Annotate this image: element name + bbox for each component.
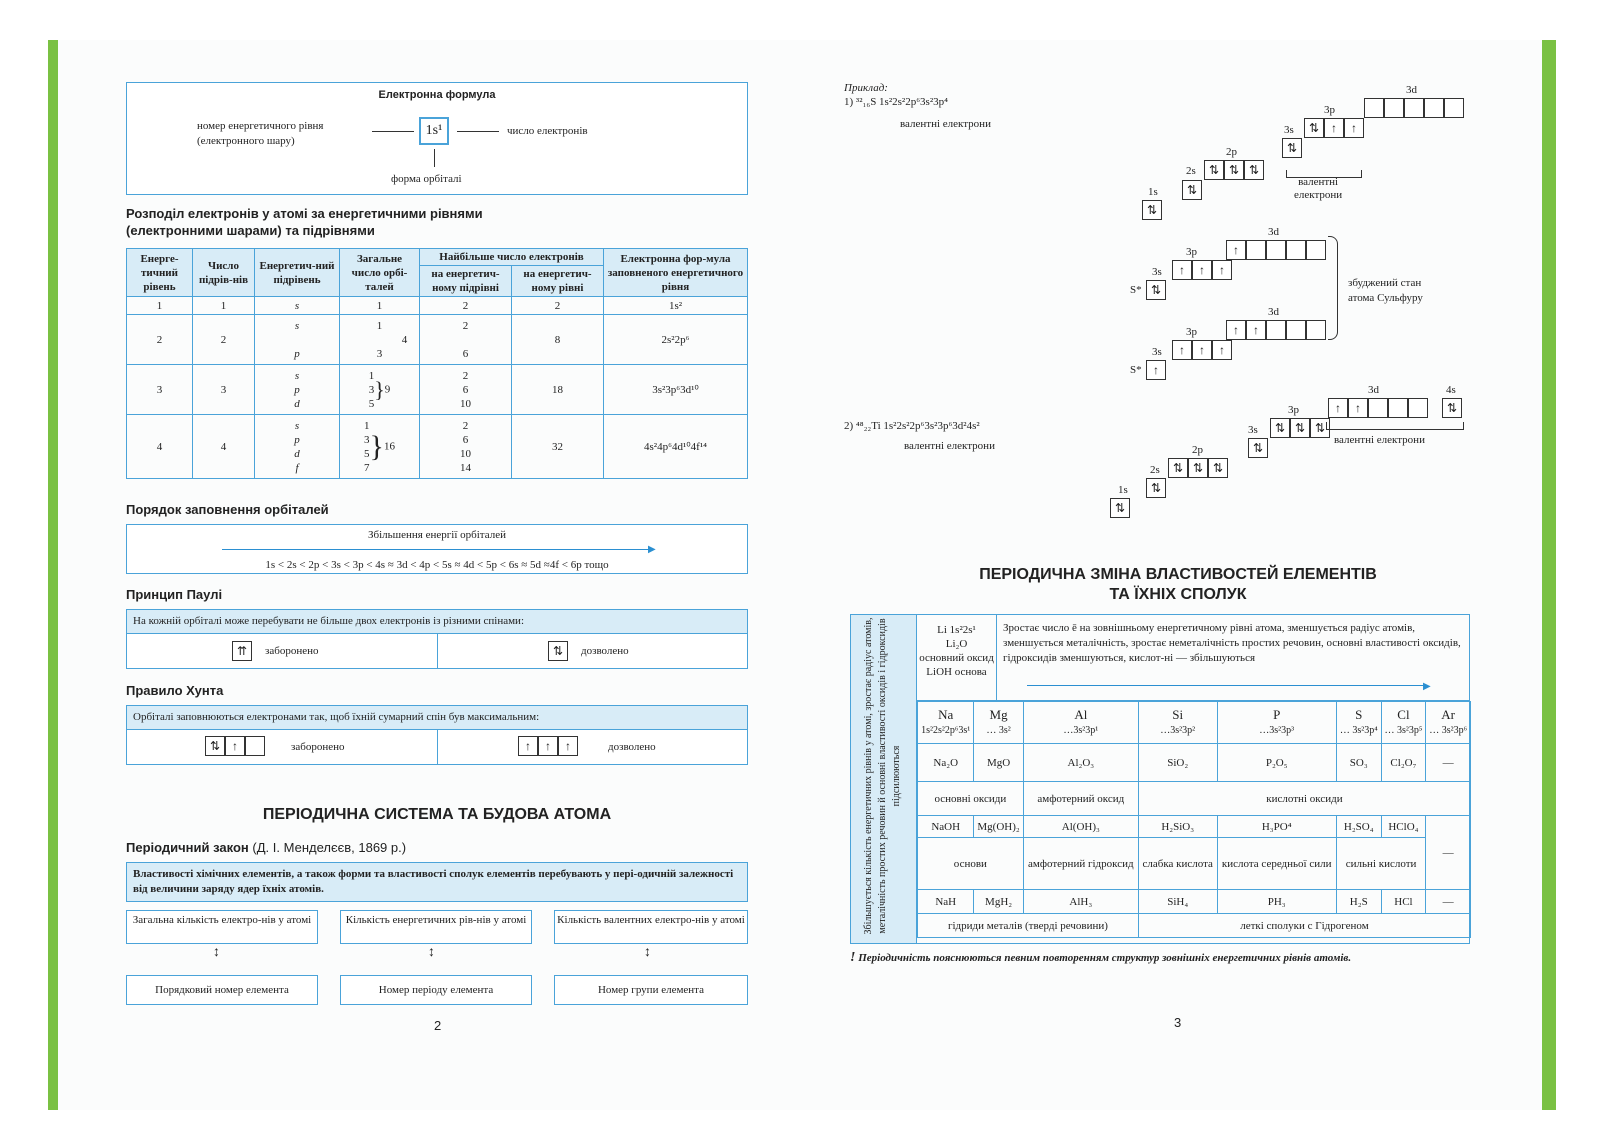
- right-page: [808, 40, 1556, 1110]
- col-header: на енергетич-ному підрівні: [420, 266, 512, 297]
- orbital-3d: ↑: [1226, 240, 1326, 260]
- level-label: 3d: [1368, 384, 1379, 396]
- info-box: Кількість енергетичних рів-нів у атомі: [340, 910, 532, 944]
- brace: [1326, 422, 1464, 430]
- order-head: Збільшення енергії орбіталей: [368, 529, 506, 541]
- note: ! Періодичність пояснюються певним повторенням структур зовнішніх енергетичних рівнів атомів.: [850, 950, 1352, 965]
- allowed-label: дозволено: [608, 741, 656, 753]
- page-number: 2: [434, 1018, 442, 1033]
- law-heading: Періодичний закон (Д. І. Менделєєв, 1869 р.): [126, 840, 407, 855]
- arrow-line: [457, 131, 499, 132]
- pauli-allowed-cell: [437, 633, 748, 669]
- table-row: NaOH Mg(OH)₂ Al(OH)₃ H₂SiO₃ H₃PO⁴ H₂SO₄ HClO₄ —: [918, 816, 1471, 838]
- element-grid: [917, 701, 1471, 938]
- table-row: основні оксиди амфотерний оксид кислотні оксиди: [918, 782, 1471, 816]
- level-label: 3s: [1152, 266, 1162, 278]
- table-row: 1 1 s 1 2 2 1s²: [127, 297, 748, 315]
- table-row: 4 4 s p d f 1 3 5 7}16 2 6 10 14 32 4s²4p⁶4d¹⁰4f¹⁴: [127, 415, 748, 479]
- order-box: [126, 524, 748, 574]
- side-column: [851, 615, 917, 943]
- trend-table: [850, 614, 1470, 944]
- table-row: 3 3 s p d 1 3 5}9 2 6 10 18 3s²3p⁶3d¹⁰: [127, 365, 748, 415]
- level-label: 1s: [1148, 186, 1158, 198]
- col-header: Найбільше число електронів: [420, 249, 604, 266]
- hund-title: Правило Хунта: [126, 683, 224, 698]
- col-header: Енерге-тичний рівень: [127, 249, 193, 297]
- level-label: 3d: [1268, 306, 1279, 318]
- level-label: 3d: [1406, 84, 1417, 96]
- orbital-3s: ↑: [1146, 360, 1166, 380]
- example-2: 2) ⁴⁸₂₂Ti 1s²2s²2p⁶3s²3p⁶3d²4s²: [844, 420, 980, 432]
- orbital-3s: ⇅: [1282, 138, 1302, 158]
- col-header: Загальне число орбі-талей: [340, 249, 420, 297]
- pauli-text: На кожній орбіталі може перебувати не більше двох електронів із різними спінами:: [126, 609, 748, 634]
- level-label: 4s: [1446, 384, 1456, 396]
- orbital-3p: ↑ ↑ ↑: [1172, 340, 1232, 360]
- side-text: Збільшується кількість енергетичних рівнів у атомі, зростає радіус атомів, металічність простих речовин й основні властивості оксидів і гідроксидів підсилюються: [863, 617, 902, 935]
- orbital-3s: ⇅: [1146, 280, 1166, 300]
- level-label: 3d: [1268, 226, 1279, 238]
- orbital-1s: ⇅: [1142, 200, 1162, 220]
- info-box: Порядковий номер елемента: [126, 975, 318, 1005]
- forbidden-label: заборонено: [291, 741, 345, 753]
- count-label: число електронів: [507, 125, 588, 137]
- valence-label: валентні електрони: [904, 440, 995, 452]
- law-text: Властивості хімічних елементів, а також форми та властивості сполук елементів перебувають у пері-одичній залежності від величини заряду ядер їхніх атомів.: [126, 862, 748, 902]
- section-title: ПЕРІОДИЧНА СИСТЕМА ТА БУДОВА АТОМА: [262, 806, 612, 823]
- energy-arrow: [222, 549, 652, 550]
- info-box: Номер періоду елемента: [340, 975, 532, 1005]
- table-row: Na 1s²2s²2p⁶3s¹ Mg … 3s² Al …3s²3p¹ Si …3s²3p² P …3s²3p³ S … 3s²3p⁴ Cl … 3s²3p⁵ Ar … 3s²3p⁶: [918, 702, 1471, 744]
- formula-title: Електронна формула: [378, 89, 496, 101]
- orbital-3d: ↑ ↑: [1328, 398, 1428, 418]
- allowed-label: дозволено: [581, 645, 629, 657]
- arrow-head-icon: ▶: [648, 544, 656, 555]
- hund-allowed-cell: [437, 729, 748, 765]
- orbital-3p: ↑ ↑ ↑: [1172, 260, 1232, 280]
- hund-text: Орбіталі заповнюються електронами так, щоб їхній сумарний спін був максимальним:: [126, 705, 748, 730]
- info-box: Загальна кількість електро-нів у атомі: [126, 910, 318, 944]
- distribution-title: Розподіл електронів у атомі за енергетичними рівнями (електронними шарами) та підрівнями: [126, 206, 483, 238]
- orbital-group: ↑ ↑ ↑: [518, 736, 578, 756]
- excited-symbol: S*: [1130, 284, 1142, 296]
- forbidden-label: заборонено: [265, 645, 319, 657]
- double-arrow-icon: ↕: [428, 945, 435, 960]
- table-row: Na₂O MgO Al₂O₃ SiO₂ P₂O₅ SO₃ Cl₂O₇ —: [918, 744, 1471, 782]
- arrow-head-icon: ▶: [1423, 681, 1431, 692]
- level-label: 3p: [1324, 104, 1335, 116]
- orbital-box: ⇅: [548, 641, 568, 661]
- col-header: Число підрів-нів: [193, 249, 255, 297]
- level-label: 3s: [1152, 346, 1162, 358]
- distribution-table: [126, 248, 748, 479]
- orbital-3p: ⇅ ↑ ↑: [1304, 118, 1364, 138]
- left-page: [48, 40, 808, 1110]
- info-box: Кількість валентних електро-нів у атомі: [554, 910, 748, 944]
- table-row: основи амфотерний гідроксид слабка кислота кислота середньої сили сильні кислоти: [918, 838, 1471, 890]
- trend-text: Зростає число ē на зовнішньому енергетичному рівні атома, зменшується радіус атомів, зменшується металічність, зростає неметалічність простих речовин, основні властивості оксидів, гідроксидів зменшуються, кислот-ні — збільшуються: [1003, 622, 1461, 664]
- level-label: 3p: [1186, 246, 1197, 258]
- table-row: гідриди металів (тверді речовини) леткі сполуки с Гідрогеном: [918, 914, 1471, 938]
- col-header: Енергетич-ний підрівень: [255, 249, 340, 297]
- orbital-symbol: 1s¹: [419, 117, 449, 145]
- orbital-2p: ⇅ ⇅ ⇅: [1168, 458, 1228, 478]
- col-header: на енергетич-ному рівні: [512, 266, 604, 297]
- pauli-forbidden-cell: [126, 633, 438, 669]
- level-label: 2p: [1226, 146, 1237, 158]
- col-header: Електронна фор-мула заповненого енергетичного рівня: [604, 249, 748, 297]
- double-arrow-icon: ↕: [644, 945, 651, 960]
- double-arrow-icon: ↕: [213, 945, 220, 960]
- example-label: Приклад:: [844, 82, 888, 94]
- orbital-2s: ⇅: [1146, 478, 1166, 498]
- section-title: ПЕРІОДИЧНА ЗМІНА ВЛАСТИВОСТЕЙ ЕЛЕМЕНТІВ ТА ЇХНІХ СПОЛУК: [979, 566, 1377, 603]
- pauli-title: Принцип Паулі: [126, 587, 223, 602]
- level-label-2: (електронного шару): [197, 135, 295, 147]
- level-label: 1s: [1118, 484, 1128, 496]
- trend-arrow: [1027, 685, 1427, 686]
- valence-label: валентні електрони: [1334, 434, 1425, 446]
- excited-symbol: S*: [1130, 364, 1142, 376]
- lithium-cell: Li 1s²2s¹ Li₂O основний оксид LiOH основа: [917, 615, 997, 701]
- order-title: Порядок заповнення орбіталей: [126, 502, 329, 517]
- level-label: 3p: [1186, 326, 1197, 338]
- brace: [1328, 236, 1338, 340]
- valence-label: валентні електрони: [900, 118, 991, 130]
- level-label: 2p: [1192, 444, 1203, 456]
- exclamation-icon: !: [850, 950, 856, 965]
- hund-forbidden-cell: [126, 729, 438, 765]
- info-box: Номер групи елемента: [554, 975, 748, 1005]
- example-1: 1) ³²₁₆S 1s²2s²2p⁶3s²3p⁴: [844, 96, 948, 108]
- orbital-1s: ⇅: [1110, 498, 1130, 518]
- arrow-line: [372, 131, 414, 132]
- orbital-2s: ⇅: [1182, 180, 1202, 200]
- orbital-3s: ⇅: [1248, 438, 1268, 458]
- level-label: 3s: [1248, 424, 1258, 436]
- table-row: NaH MgH₂ AlH₃ SiH₄ PH₃ H₂S HCl —: [918, 890, 1471, 914]
- orbital-3p: ⇅ ⇅ ⇅: [1270, 418, 1330, 438]
- electron-formula-box: [126, 82, 748, 195]
- level-label: 3s: [1284, 124, 1294, 136]
- orbital-box: ⇈: [232, 641, 252, 661]
- level-label: номер енергетичного рівня: [197, 120, 324, 132]
- form-label: форма орбіталі: [391, 173, 462, 185]
- table-row: 2 2 s p 1 4 3 2 6 8 2s²2p⁶: [127, 315, 748, 365]
- page-number: 3: [1174, 1015, 1182, 1030]
- level-label: 2s: [1150, 464, 1160, 476]
- orbital-2p: ⇅ ⇅ ⇅: [1204, 160, 1264, 180]
- level-label: 3p: [1288, 404, 1299, 416]
- valence-label: валентні електрони: [1294, 176, 1343, 201]
- order-sequence: 1s < 2s < 2p < 3s < 3p < 4s ≈ 3d < 4p < 5s ≈ 4d < 5p < 6s ≈ 5d ≈4f < 6p тощо: [265, 559, 609, 571]
- orbital-group: ⇅ ↑: [205, 736, 265, 756]
- trend-text-cell: [997, 615, 1469, 701]
- orbital-4s: ⇅: [1442, 398, 1462, 418]
- arrow-line: [434, 149, 435, 167]
- orbital-3d: ↑ ↑: [1226, 320, 1326, 340]
- excited-label: збуджений стан атома Сульфуру: [1348, 277, 1423, 304]
- level-label: 2s: [1186, 165, 1196, 177]
- orbital-3d: [1364, 98, 1464, 118]
